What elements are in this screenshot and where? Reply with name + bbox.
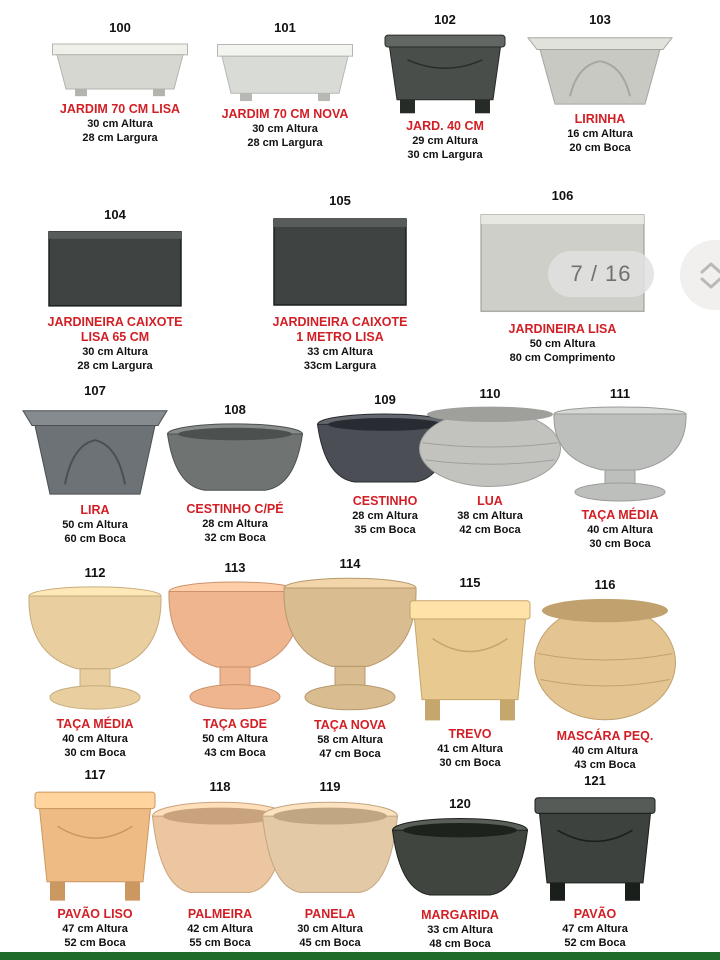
product-height: 47 cm Altura (62, 923, 128, 935)
product-image (160, 420, 310, 498)
product-number: 100 (109, 20, 131, 35)
product-width: 52 cm Boca (564, 937, 626, 949)
product-height: 47 cm Altura (562, 923, 628, 935)
product-height: 38 cm Altura (457, 510, 523, 522)
product-image (20, 583, 170, 713)
product-name: TREVO (448, 727, 492, 741)
product-image (545, 404, 695, 504)
product-image (520, 791, 670, 903)
product-name: TAÇA GDE (203, 717, 267, 731)
product-height: 30 cm Altura (87, 118, 153, 130)
product-item (265, 193, 415, 373)
product-number: 101 (274, 20, 296, 35)
product-item (545, 386, 695, 551)
product-item (160, 402, 310, 545)
product-name: JARDINEIRA CAIXOTE 1 METRO LISA (272, 315, 408, 344)
product-name: PAVÃO (573, 907, 617, 921)
product-item (20, 565, 170, 760)
product-image (370, 30, 520, 115)
product-number: 112 (84, 565, 106, 580)
product-width: 28 cm Largura (82, 132, 158, 144)
product-name: MARGARIDA (421, 908, 499, 922)
product-height: 42 cm Altura (187, 923, 253, 935)
product-width: 28 cm Largura (247, 137, 323, 149)
product-number: 103 (589, 12, 611, 27)
product-item (530, 577, 680, 772)
product-image (395, 593, 545, 723)
product-name: PANELA (304, 907, 356, 921)
product-height: 33 cm Altura (427, 924, 493, 936)
page-indicator: 7 / 16 (548, 251, 654, 297)
product-width: 20 cm Boca (569, 142, 631, 154)
chevron-up-down-icon (694, 258, 720, 292)
product-height: 58 cm Altura (317, 734, 383, 746)
product-image (415, 404, 565, 490)
product-height: 40 cm Altura (62, 733, 128, 745)
product-height: 50 cm Altura (62, 519, 128, 531)
product-height: 40 cm Altura (587, 524, 653, 536)
product-width: 80 cm Comprimento (509, 352, 616, 364)
product-number: 104 (104, 207, 126, 222)
product-width: 60 cm Boca (64, 533, 126, 545)
product-number: 110 (479, 386, 501, 401)
product-name: LUA (477, 494, 503, 508)
product-image (255, 797, 405, 903)
product-height: 50 cm Altura (529, 338, 596, 350)
product-width: 48 cm Boca (429, 938, 491, 950)
product-name: JARD. 40 CM (406, 119, 484, 133)
product-name: TAÇA NOVA (314, 718, 386, 732)
product-number: 107 (84, 383, 106, 398)
product-image (210, 38, 360, 103)
product-name: JARDIM 70 CM NOVA (221, 107, 349, 121)
product-item (20, 383, 170, 546)
product-number: 115 (459, 575, 481, 590)
product-width: 28 cm Largura (77, 360, 153, 372)
product-item (415, 386, 565, 537)
product-width: 35 cm Boca (354, 524, 416, 536)
product-item (210, 20, 360, 150)
product-item (520, 773, 670, 950)
product-image (525, 30, 675, 108)
product-image (20, 401, 170, 499)
product-name: PAVÃO LISO (57, 907, 133, 921)
product-height: 30 cm Altura (252, 123, 318, 135)
product-name: LIRA (80, 503, 110, 517)
product-number: 120 (449, 796, 471, 811)
product-height: 16 cm Altura (567, 128, 633, 140)
product-width: 33cm Largura (303, 360, 377, 372)
product-height: 29 cm Altura (412, 135, 478, 147)
product-height: 28 cm Altura (202, 518, 268, 530)
product-width: 30 cm Boca (439, 757, 501, 769)
product-name: TAÇA MÉDIA (56, 717, 134, 731)
product-name: CESTINHO (352, 494, 418, 508)
product-name: TAÇA MÉDIA (581, 508, 659, 522)
product-number: 102 (434, 12, 456, 27)
product-number: 116 (594, 577, 616, 592)
product-item (395, 575, 545, 770)
product-image (40, 225, 190, 311)
product-item (525, 12, 675, 155)
product-item (255, 779, 405, 950)
product-width: 30 cm Boca (589, 538, 651, 550)
product-number: 108 (224, 402, 246, 417)
product-number: 121 (584, 773, 606, 788)
product-height: 33 cm Altura (307, 346, 373, 358)
product-width: 47 cm Boca (319, 748, 381, 760)
product-number: 111 (609, 386, 631, 401)
product-width: 32 cm Boca (204, 532, 266, 544)
product-width: 43 cm Boca (574, 759, 636, 771)
product-item (45, 20, 195, 145)
product-image (385, 814, 535, 904)
product-number: 119 (319, 779, 341, 794)
product-number: 109 (374, 392, 396, 407)
product-height: 40 cm Altura (572, 745, 638, 757)
product-height: 30 cm Altura (297, 923, 363, 935)
product-number: 117 (84, 767, 106, 782)
product-width: 30 cm Largura (407, 149, 483, 161)
product-height: 50 cm Altura (202, 733, 268, 745)
product-item (385, 796, 535, 951)
product-width: 45 cm Boca (299, 937, 361, 949)
product-width: 42 cm Boca (459, 524, 521, 536)
product-name: MASCÁRA PEQ. (556, 729, 654, 743)
bottom-bar (0, 952, 720, 960)
product-name: LIRINHA (574, 112, 626, 126)
product-item (40, 207, 190, 373)
product-image (530, 595, 680, 725)
product-item (370, 12, 520, 162)
product-height: 30 cm Altura (82, 346, 148, 358)
product-name: JARDINEIRA LISA (508, 322, 617, 336)
product-height: 41 cm Altura (437, 743, 503, 755)
product-width: 52 cm Boca (64, 937, 126, 949)
product-image (45, 38, 195, 98)
product-number: 106 (551, 188, 574, 203)
product-name: CESTINHO C/PÉ (186, 502, 284, 516)
product-number: 113 (224, 560, 246, 575)
product-height: 28 cm Altura (352, 510, 418, 522)
product-width: 43 cm Boca (204, 747, 266, 759)
product-number: 105 (329, 193, 351, 208)
product-image (265, 211, 415, 311)
product-number: 118 (209, 779, 231, 794)
product-width: 30 cm Boca (64, 747, 126, 759)
product-name: PALMEIRA (187, 907, 253, 921)
product-width: 55 cm Boca (189, 937, 251, 949)
product-name: JARDIM 70 CM LISA (59, 102, 181, 116)
product-number: 114 (339, 556, 361, 571)
product-name: JARDINEIRA CAIXOTE LISA 65 CM (47, 315, 183, 344)
